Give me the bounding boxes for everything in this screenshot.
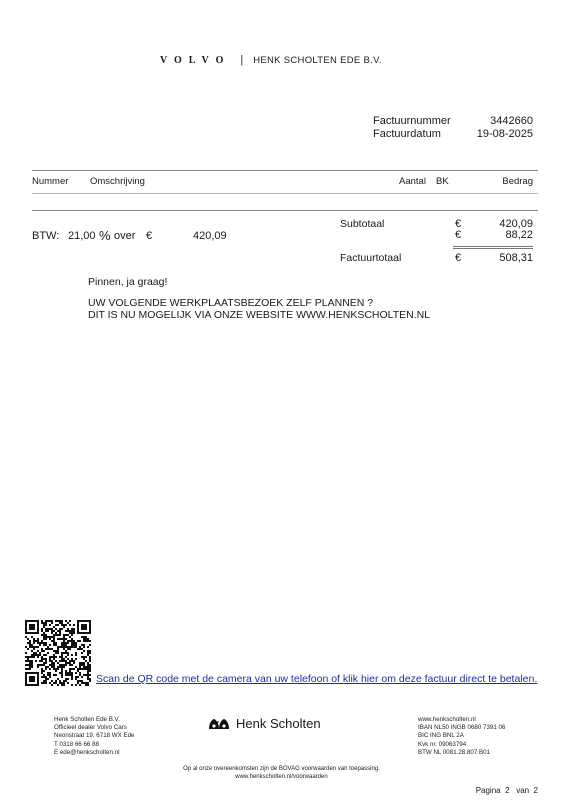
col-header-bedrag: Bedrag [502, 176, 533, 187]
total-amount: 508,31 [499, 252, 533, 264]
qr-code[interactable] [25, 620, 91, 686]
invoice-date: 19-08-2025 [476, 128, 533, 140]
page-current: 2 [505, 786, 510, 795]
table-top-rule [32, 170, 538, 171]
total-label: Factuurtotaal [340, 252, 402, 264]
vat-amount: 88,22 [505, 229, 533, 241]
col-header-aantal: Aantal [399, 176, 426, 187]
pay-invoice-link[interactable]: Scan de QR code met de camera van uw telefoon of klik hier om deze factuur direct te betalen. [96, 673, 538, 685]
col-header-nummer: Nummer [32, 176, 69, 187]
brand-header [160, 54, 382, 66]
btw-base: 420,09 [193, 230, 227, 242]
promo-line-1: UW VOLGENDE WERKPLAATSBEZOEK ZELF PLANNEN ? [88, 297, 374, 309]
btw-label: BTW: [32, 230, 60, 242]
col-header-bk: BK [436, 176, 449, 187]
invoice-number-label: Factuurnummer [373, 115, 451, 127]
footer-terms-link[interactable]: www.henkscholten.nl/voorwaarden [235, 774, 328, 780]
col-header-omschrijving: Omschrijving [90, 176, 145, 187]
henk-scholten-logo-text: Henk Scholten [236, 716, 321, 731]
henk-scholten-logo [208, 716, 321, 731]
dealer-name: HENK SCHOLTEN EDE B.V. [253, 54, 382, 66]
footer-company-name: Henk Scholten Ede B.V. [54, 716, 120, 723]
table-header-rule [32, 193, 538, 194]
footer-btw: BTW NL 0081.28.807.B01 [418, 748, 491, 756]
vat-currency: € [455, 229, 462, 241]
btw-rate: 21,00 [68, 230, 96, 242]
page-label: Pagina [475, 786, 501, 795]
footer-bic: BIC ING BNL 2A [418, 732, 464, 740]
footer-dealer-note: Officieel dealer Volvo Cars [54, 724, 127, 732]
table-bottom-rule [32, 210, 538, 211]
footer-company-info [54, 716, 135, 757]
pagination [476, 786, 538, 795]
footer-website: www.henkscholten.nl [418, 716, 476, 723]
page-total: 2 [533, 786, 538, 795]
total-double-rule-1 [453, 246, 533, 247]
btw-over: over [114, 230, 136, 242]
invoice-number: 3442660 [490, 115, 533, 127]
footer-legal-text: Op al onze overeenkomsten zijn de BOVAG voorwaarden van toepassing. [183, 766, 380, 772]
invoice-meta-values [477, 115, 533, 141]
btw-percent: % [99, 228, 111, 243]
subtotal-currency: € [455, 218, 462, 230]
qr-code-image[interactable] [25, 620, 91, 686]
footer-iban: IBAN NL50 INGB 0680 7391 06 [418, 724, 506, 732]
promo-line-2: DIT IS NU MOGELIJK VIA ONZE WEBSITE WWW.HENKSCHOLTEN.NL [88, 309, 431, 321]
total-currency: € [455, 252, 462, 264]
invoice-meta-labels [373, 115, 451, 141]
payment-message: Pinnen, ja graag! [88, 276, 168, 288]
footer-kvk: Kvk nr. 09063794 [418, 740, 467, 748]
footer-email: E ede@henkscholten.nl [54, 748, 120, 756]
page-of: van [516, 786, 530, 795]
invoice-date-label: Factuurdatum [373, 128, 441, 140]
henk-scholten-logo-icon [208, 718, 230, 730]
footer-phone: T 0318 66 66 88 [54, 740, 99, 748]
brand-separator: | [240, 54, 244, 66]
footer-legal [0, 765, 563, 781]
subtotal-amount: 420,09 [499, 218, 533, 230]
footer-address: Neonstraat 19, 6718 WX Ede [54, 732, 135, 740]
btw-currency: € [146, 230, 153, 242]
subtotal-label: Subtotaal [340, 218, 385, 230]
total-double-rule-2 [453, 248, 533, 249]
volvo-logo-text: VOLVO [160, 54, 231, 66]
footer-bank-info [418, 716, 505, 757]
